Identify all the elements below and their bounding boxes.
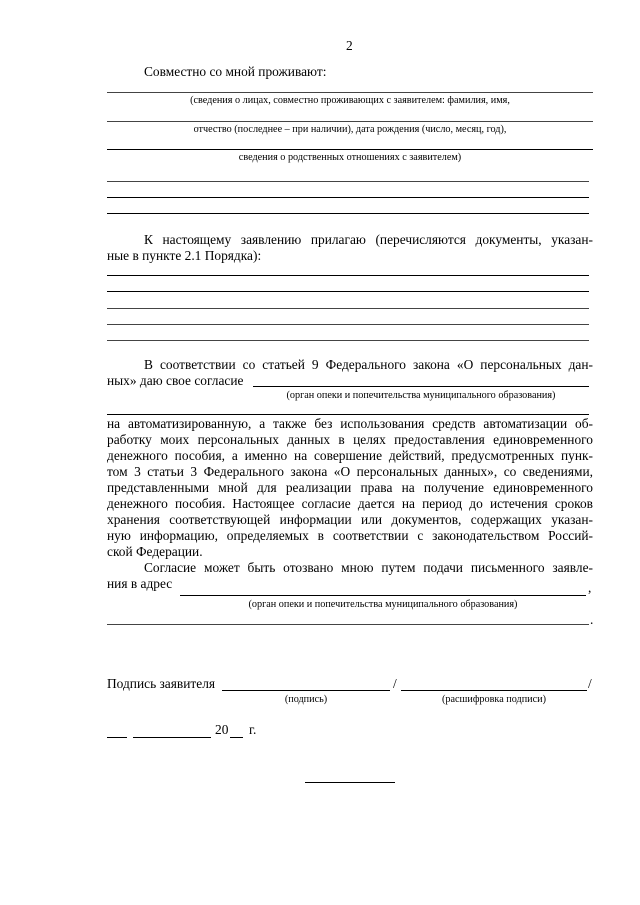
consent-body-line: представленными мной для реализации права на получение единовременного	[107, 480, 593, 495]
signature-decoding-caption: (расшифровка подписи)	[442, 694, 546, 705]
end-separator-line	[305, 782, 395, 783]
date-year-fill-line	[230, 737, 243, 738]
cohabitants-fill-line-3	[107, 149, 593, 150]
date-day-fill-line	[107, 737, 127, 738]
consent-authority-fill-line	[253, 386, 589, 387]
signature-label: Подпись заявителя	[107, 676, 216, 691]
consent-body-line: работку моих персональных данных в целях предоставления единовременного	[107, 432, 593, 447]
consent-authority-caption: (орган опеки и попечительства муниципального образования)	[286, 390, 556, 401]
consent-revoke-comma: ,	[588, 580, 592, 595]
consent-revoke-line-2: ния в адрес	[107, 576, 173, 591]
consent-body	[107, 416, 593, 592]
attachments-paragraph	[107, 232, 593, 264]
signature-slash-2: /	[588, 676, 592, 691]
cohabitants-fill-line-1	[107, 92, 593, 93]
consent-body-line: том 3 статьи 3 Федерального закона «О персональных данных», со сведениями,	[107, 464, 593, 479]
cohabitants-fill-line-6	[107, 213, 589, 214]
consent-revoke-fill-line-2	[107, 624, 589, 625]
cohabitants-caption-3: сведения о родственных отношениях с заявителем)	[238, 152, 462, 163]
consent-authority-fill-line-2	[107, 414, 589, 415]
date-year-prefix: 20	[215, 722, 229, 737]
consent-authority-caption-2: (орган опеки и попечительства муниципального образования)	[248, 599, 518, 610]
attachments-fill-line-2	[107, 291, 589, 292]
consent-body-line: денежного пособия, а именно на совершение действий, предусмотренных пунк-	[107, 448, 593, 463]
cohabitants-heading: Совместно со мной проживают:	[144, 64, 327, 79]
consent-paragraph-intro	[107, 357, 593, 389]
consent-revoke-line-1: Согласие может быть отозвано мною путем подачи письменного заявле-	[144, 560, 593, 575]
consent-line-1: В соответствии со статьей 9 Федерального закона «О персональных дан-	[144, 357, 593, 372]
attachments-fill-line-3	[107, 308, 589, 309]
cohabitants-caption-2: отчество (последнее – при наличии), дата рождения (число, месяц, год),	[193, 124, 507, 135]
page-number: 2	[346, 38, 353, 53]
attachments-line-1: К настоящему заявлению прилагаю (перечисляются документы, указан-	[144, 232, 593, 247]
consent-revoke-fill-line	[180, 595, 586, 596]
signature-decoding-fill-line	[401, 690, 587, 691]
cohabitants-caption-1: (сведения о лицах, совместно проживающих с заявителем: фамилия, имя,	[190, 95, 510, 106]
cohabitants-fill-line-4	[107, 181, 589, 182]
consent-body-line: денежного пособия. Настоящее согласие дается на период до истечения сроков	[107, 496, 593, 511]
attachments-fill-line-4	[107, 324, 589, 325]
consent-end-period: .	[590, 612, 594, 627]
signature-slash-1: /	[393, 676, 397, 691]
consent-body-line: ской Федерации.	[107, 544, 203, 559]
consent-body-line: ную информацию, определяемых в соответствии с законодательством Россий-	[107, 528, 593, 543]
consent-body-line: хранения соответствующей информации или документов, содержащих указан-	[107, 512, 593, 527]
attachments-fill-line-5	[107, 340, 589, 341]
date-month-fill-line	[133, 737, 211, 738]
attachments-line-2: ные в пункте 2.1 Порядка):	[107, 248, 262, 263]
signature-caption: (подпись)	[284, 694, 328, 705]
cohabitants-fill-line-2	[107, 121, 593, 122]
signature-fill-line	[222, 690, 390, 691]
consent-line-2: ных» даю свое согласие	[107, 373, 244, 388]
cohabitants-fill-line-5	[107, 197, 589, 198]
attachments-fill-line-1	[107, 275, 589, 276]
date-year-suffix: г.	[249, 722, 257, 737]
consent-body-line: на автоматизированную, а также без использования средств автоматизации об-	[107, 416, 593, 431]
